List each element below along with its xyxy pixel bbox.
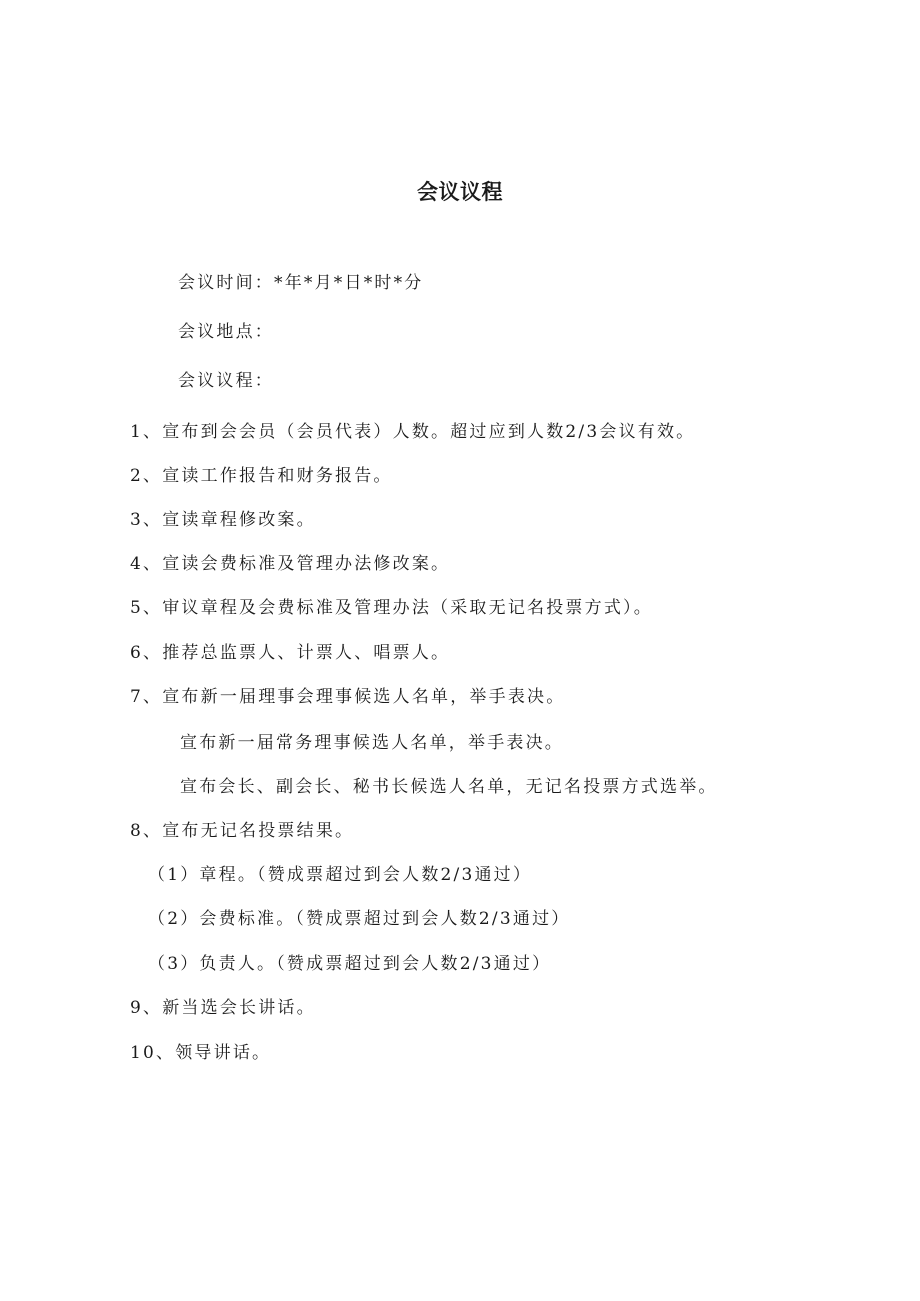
- meeting-agenda-label: 会议议程：: [178, 371, 274, 391]
- agenda-item-7-sub-2: 宣布会长、副会长、秘书长候选人名单，无记名投票方式选举。: [180, 777, 718, 797]
- agenda-item-8-sub-3: （3）负责人。（赞成票超过到会人数2/3通过）: [148, 954, 552, 974]
- agenda-item-9: 9、新当选会长讲话。: [130, 998, 316, 1018]
- agenda-item-1: 1、宣布到会会员（会员代表）人数。超过应到人数2/3会议有效。: [130, 422, 696, 442]
- agenda-item-6: 6、推荐总监票人、计票人、唱票人。: [130, 643, 451, 663]
- agenda-item-8-sub-2: （2）会费标准。（赞成票超过到会人数2/3通过）: [148, 909, 571, 929]
- agenda-item-2: 2、宣读工作报告和财务报告。: [130, 466, 393, 486]
- agenda-item-3: 3、宣读章程修改案。: [130, 510, 316, 530]
- agenda-item-8-sub-1: （1）章程。（赞成票超过到会人数2/3通过）: [148, 865, 533, 885]
- meeting-place: 会议地点：: [178, 322, 274, 342]
- agenda-item-8: 8、宣布无记名投票结果。: [130, 821, 355, 841]
- document-title: 会议议程: [417, 180, 503, 204]
- agenda-item-4: 4、宣读会费标准及管理办法修改案。: [130, 554, 451, 574]
- agenda-item-7-sub-1: 宣布新一届常务理事候选人名单，举手表决。: [180, 733, 564, 753]
- meeting-time: 会议时间：*年*月*日*时*分: [178, 273, 424, 293]
- agenda-item-10: 10、领导讲话。: [130, 1043, 272, 1063]
- agenda-item-7: 7、宣布新一届理事会理事候选人名单，举手表决。: [130, 687, 566, 707]
- agenda-item-5: 5、审议章程及会费标准及管理办法（采取无记名投票方式）。: [130, 598, 653, 618]
